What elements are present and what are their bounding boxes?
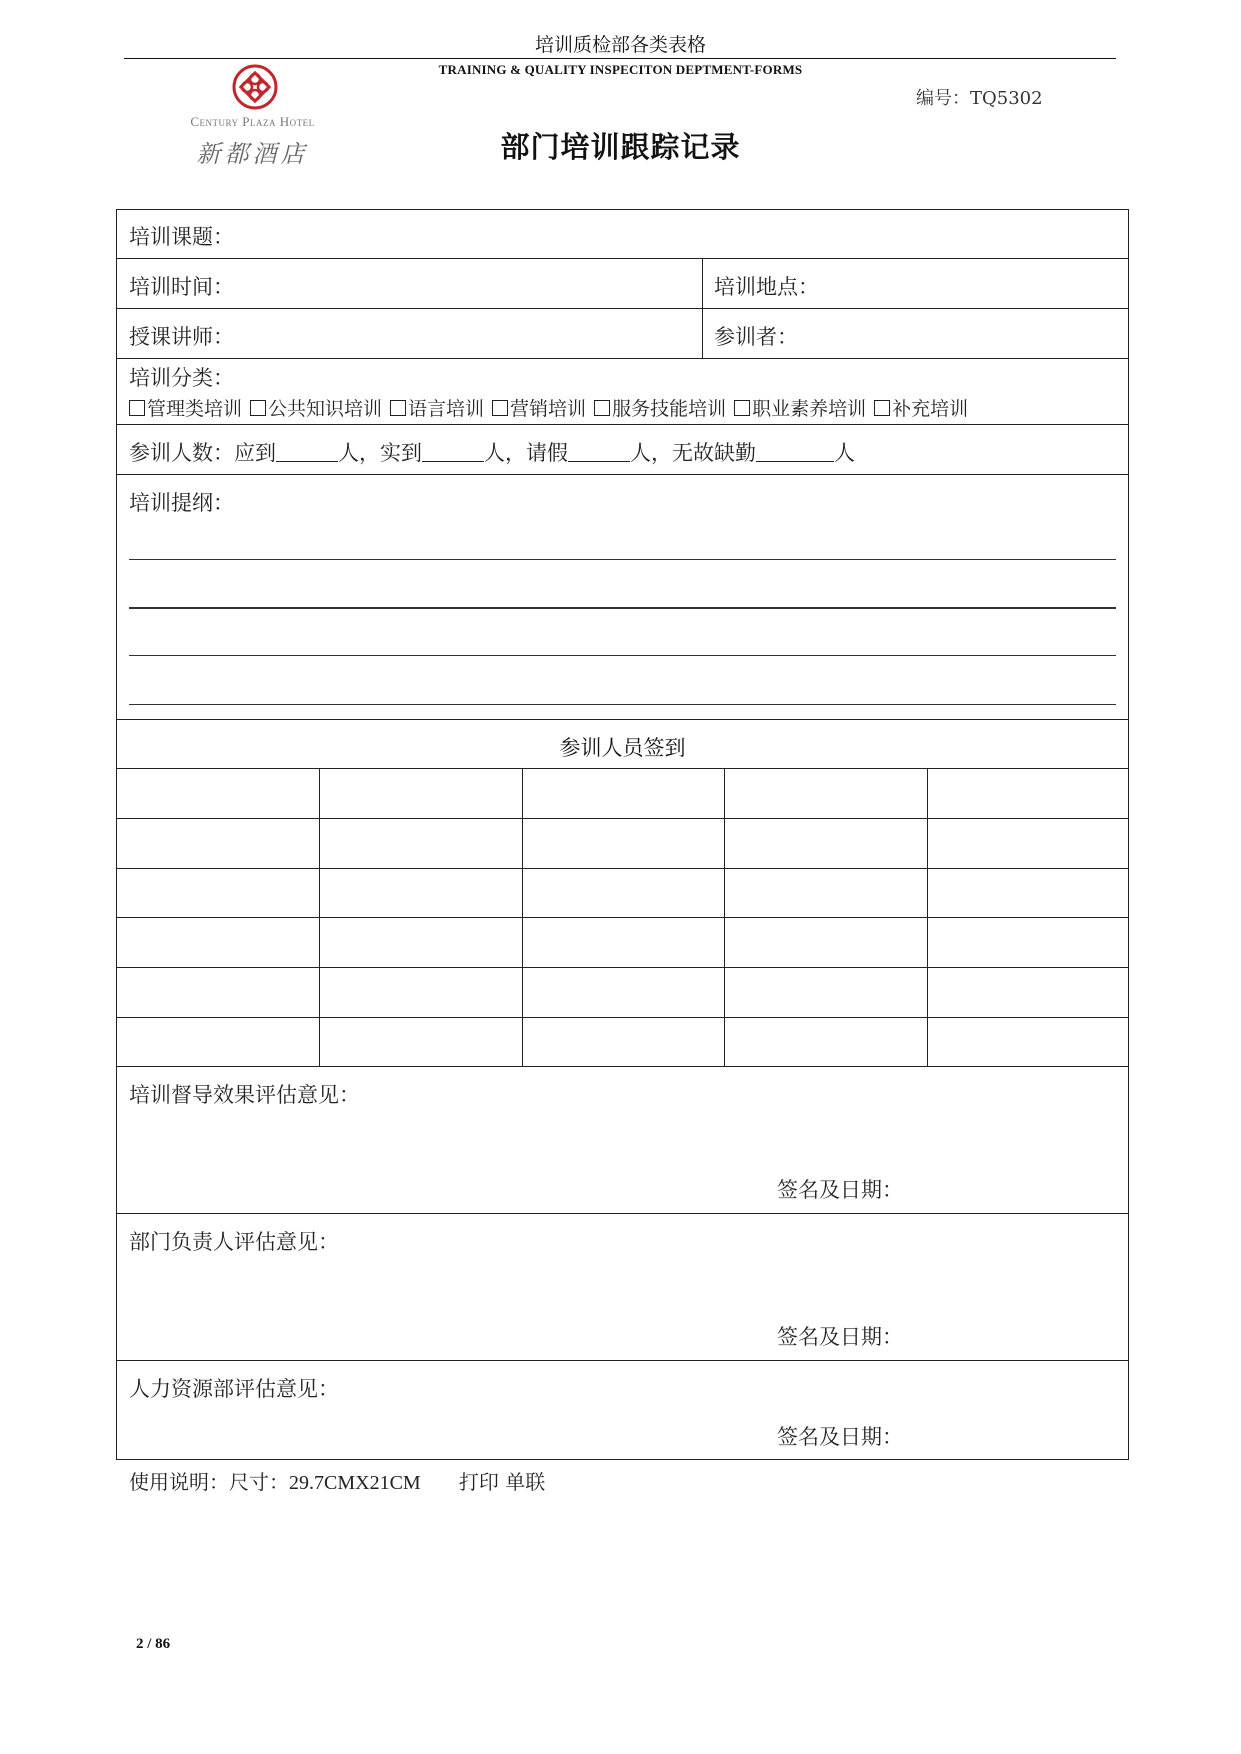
category-option[interactable]: 公共知识培训	[250, 398, 382, 420]
instructor-label: 授课讲师：	[129, 325, 234, 349]
signin-column-divider	[724, 768, 725, 1066]
form-number: 编号：TQ5302	[916, 88, 1043, 109]
category-option[interactable]: 职业素养培训	[734, 398, 866, 420]
row-divider	[117, 424, 1128, 425]
outline-label: 培训提纲：	[129, 491, 234, 515]
header-title: 培训质检部各类表格	[534, 34, 706, 56]
outline-line[interactable]	[129, 655, 1116, 656]
row-divider	[117, 308, 1128, 309]
row-divider	[117, 868, 1128, 869]
dept-head-label: 部门负责人评估意见：	[129, 1230, 339, 1254]
hr-label: 人力资源部评估意见：	[129, 1377, 339, 1401]
signature-label: 签名及日期：	[777, 1425, 903, 1449]
header-divider	[124, 58, 1116, 59]
attendance-row: 参训人数：应到 人，实到 人，请假 人，无故缺勤 人	[129, 441, 855, 465]
usage-note: 使用说明：尺寸：29.7CMX21CM 打印 单联	[129, 1470, 546, 1494]
column-divider	[702, 258, 703, 358]
category-label: 培训分类：	[129, 366, 234, 390]
supervision-label: 培训督导效果评估意见：	[129, 1083, 360, 1107]
category-option[interactable]: 补充培训	[874, 398, 968, 420]
outline-line[interactable]	[129, 559, 1116, 560]
signature-label: 签名及日期：	[777, 1325, 903, 1349]
leave-count-field[interactable]	[568, 441, 630, 462]
checkbox[interactable]	[734, 400, 750, 416]
row-divider	[117, 768, 1128, 769]
document-title: 部门培训跟踪记录	[500, 130, 741, 164]
category-option[interactable]: 语言培训	[390, 398, 484, 420]
checkbox[interactable]	[594, 400, 610, 416]
location-label: 培训地点：	[714, 275, 819, 299]
checkbox[interactable]	[390, 400, 406, 416]
logo-name-en: Century Plaza Hotel	[190, 114, 315, 129]
outline-line[interactable]	[129, 607, 1116, 609]
checkbox[interactable]	[129, 400, 145, 416]
category-option[interactable]: 服务技能培训	[594, 398, 726, 420]
row-divider	[117, 967, 1128, 968]
checkbox[interactable]	[250, 400, 266, 416]
outline-line[interactable]	[129, 704, 1116, 705]
expected-count-field[interactable]	[276, 441, 338, 462]
checkbox[interactable]	[492, 400, 508, 416]
actual-count-field[interactable]	[422, 441, 484, 462]
category-option[interactable]: 营销培训	[492, 398, 586, 420]
row-divider	[117, 1360, 1128, 1361]
row-divider	[117, 818, 1128, 819]
header-subtitle: TRAINING & QUALITY INSPECITON DEPTMENT-FORMS	[438, 62, 803, 77]
row-divider	[117, 1066, 1128, 1067]
topic-label: 培训课题：	[129, 225, 234, 249]
participants-label: 参训者：	[714, 325, 798, 349]
signature-label: 签名及日期：	[777, 1178, 903, 1202]
row-divider	[117, 917, 1128, 918]
signin-title: 参训人员签到	[559, 736, 686, 760]
row-divider	[117, 258, 1128, 259]
logo-name-cn: 新都酒店	[196, 140, 309, 168]
category-option[interactable]: 管理类培训	[129, 398, 242, 420]
row-divider	[117, 358, 1128, 359]
knot-emblem-icon	[232, 64, 278, 110]
time-label: 培训时间：	[129, 275, 234, 299]
absent-count-field[interactable]	[756, 441, 834, 462]
row-divider	[117, 1213, 1128, 1214]
signin-column-divider	[522, 768, 523, 1066]
training-record-form	[116, 209, 1129, 1460]
checkbox[interactable]	[874, 400, 890, 416]
signin-column-divider	[319, 768, 320, 1066]
row-divider	[117, 1017, 1128, 1018]
row-divider	[117, 474, 1128, 475]
category-options	[129, 394, 968, 421]
signin-column-divider	[927, 768, 928, 1066]
page-number: 2 / 86	[136, 1636, 171, 1652]
row-divider	[117, 719, 1128, 720]
